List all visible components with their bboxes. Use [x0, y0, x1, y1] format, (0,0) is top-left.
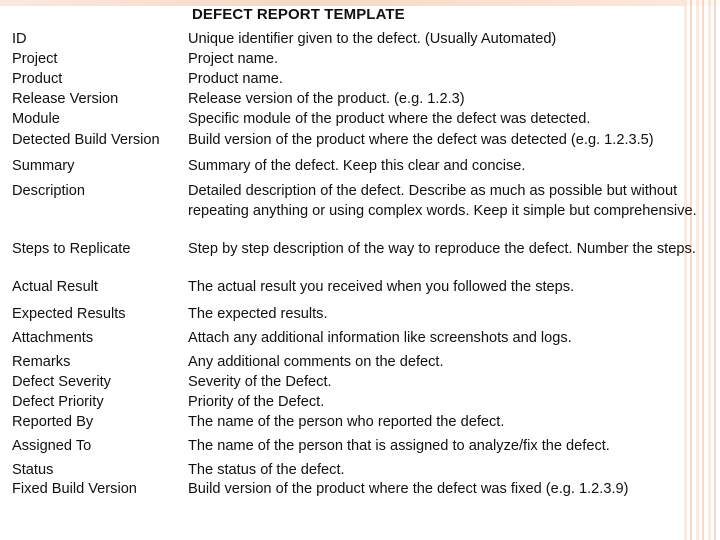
field-description: Project name. [188, 51, 279, 67]
field-label: Remarks [12, 354, 71, 370]
field-description: The expected results. [188, 306, 328, 322]
field-label: Reported By [12, 414, 94, 430]
field-description: Priority of the Defect. [188, 394, 325, 410]
field-label: Actual Result [12, 279, 98, 295]
field-label: Steps to Replicate [12, 241, 131, 257]
field-label: ID [12, 31, 27, 47]
field-label: Summary [12, 158, 75, 174]
field-description: Attach any additional information like screenshots and logs. [188, 330, 572, 346]
field-description: Severity of the Defect. [188, 374, 332, 390]
field-label: Release Version [12, 91, 119, 107]
field-description: Build version of the product where the defect was detected (e.g. 1.2.3.5) [188, 132, 654, 148]
field-description: The status of the defect. [188, 462, 345, 478]
field-description: Product name. [188, 71, 283, 87]
field-description: Unique identifier given to the defect. (Usually Automated) [188, 31, 557, 47]
field-label: Expected Results [12, 306, 126, 322]
field-description: Release version of the product. (e.g. 1.2.3) [188, 91, 465, 107]
field-label: Attachments [12, 330, 94, 346]
field-label: Description [12, 183, 85, 199]
field-description: Any additional comments on the defect. [188, 354, 444, 370]
field-label: Fixed Build Version [12, 481, 137, 497]
field-label: Defect Severity [12, 374, 111, 390]
page-title: DEFECT REPORT TEMPLATE [192, 6, 405, 23]
field-label: Module [12, 111, 60, 127]
field-description: Summary of the defect. Keep this clear and concise. [188, 158, 526, 174]
field-label: Defect Priority [12, 394, 104, 410]
field-description: The actual result you received when you followed the steps. [188, 279, 575, 295]
field-description: Specific module of the product where the defect was detected. [188, 111, 591, 127]
field-description: The name of the person who reported the defect. [188, 414, 505, 430]
field-label: Detected Build Version [12, 132, 160, 148]
field-description: The name of the person that is assigned to analyze/fix the defect. [188, 438, 610, 454]
field-description: Build version of the product where the defect was fixed (e.g. 1.2.3.9) [188, 481, 629, 497]
field-label: Product [12, 71, 63, 87]
field-description: Step by step description of the way to reproduce the defect. Number the steps. [188, 241, 696, 257]
field-label: Assigned To [12, 438, 92, 454]
field-description: Detailed description of the defect. Describe as much as possible but without repeating anything or using complex words. Keep it simple but comprehensive. [188, 183, 697, 219]
field-label: Status [12, 462, 54, 478]
field-label: Project [12, 51, 58, 67]
